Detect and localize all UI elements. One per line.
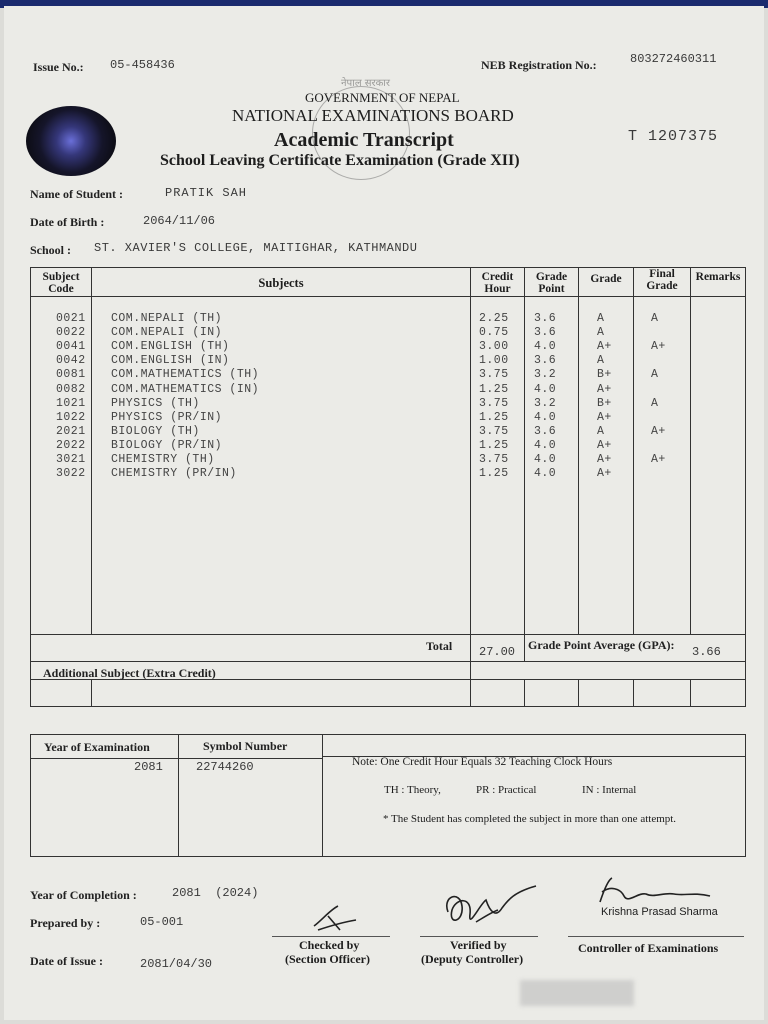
- row-code: 0041: [56, 340, 86, 354]
- row-grade: A+: [597, 453, 612, 466]
- header-credit-hour: Credit Hour: [481, 271, 514, 295]
- row-final-grade: A: [651, 312, 659, 325]
- row-grade-point: 3.2: [534, 396, 557, 410]
- row-final-grade: A+: [651, 340, 666, 354]
- year-of-completion-label: Year of Completion :: [30, 888, 137, 902]
- student-name-label: Name of Student :: [30, 187, 123, 201]
- header-subject-code: Subject Code: [42, 271, 80, 295]
- row-grade-point: 4.0: [534, 410, 557, 424]
- table-row: [0, 397, 768, 411]
- row-subject: COM.MATHEMATICS (IN): [111, 382, 260, 396]
- row-grade-point: 4.0: [534, 453, 557, 466]
- exam-name: School Leaving Certificate Examination (Grade XII): [160, 152, 520, 169]
- row-subject: BIOLOGY (PR/IN): [111, 438, 223, 452]
- row-subject: COM.NEPALI (IN): [111, 326, 223, 340]
- verified-by-role: (Deputy Controller): [421, 952, 524, 966]
- issue-no-value: 05-458436: [110, 58, 175, 72]
- board-name: NATIONAL EXAMINATIONS BOARD: [232, 106, 514, 125]
- row-code: 3022: [56, 467, 86, 481]
- table-row: [0, 467, 768, 481]
- row-grade: A+: [597, 382, 612, 396]
- row-subject: COM.NEPALI (TH): [111, 312, 223, 325]
- legend-internal: IN : Internal: [582, 784, 637, 796]
- row-grade: A: [597, 326, 605, 340]
- table-row: [0, 354, 768, 368]
- redacted-area: [520, 980, 634, 1006]
- dob-value: 2064/11/06: [143, 214, 216, 228]
- table-row: [0, 425, 768, 439]
- row-grade-point: 3.6: [534, 354, 557, 368]
- dob-label: Date of Birth :: [30, 215, 105, 229]
- checked-by-label: Checked by: [299, 938, 360, 952]
- row-grade: A: [597, 424, 605, 438]
- date-of-issue-label: Date of Issue :: [30, 954, 103, 968]
- controller-name: Krishna Prasad Sharma: [601, 906, 718, 918]
- row-code: 0081: [56, 368, 86, 382]
- section-officer-signature: [310, 900, 360, 936]
- row-grade-point: 3.6: [534, 326, 557, 340]
- row-credit: 1.25: [479, 382, 509, 396]
- table-row: [0, 439, 768, 453]
- row-grade-point: 3.2: [534, 368, 557, 382]
- row-credit: 3.00: [479, 340, 509, 354]
- attempt-note: * The Student has completed the subject in more than one attempt.: [383, 813, 677, 825]
- row-credit: 1.25: [479, 438, 509, 452]
- row-final-grade: A: [651, 396, 659, 410]
- neb-registration-label: NEB Registration No.:: [481, 58, 597, 72]
- row-credit: 3.75: [479, 424, 509, 438]
- row-code: 1021: [56, 396, 86, 410]
- row-code: 2021: [56, 424, 86, 438]
- row-grade-point: 4.0: [534, 467, 557, 481]
- neb-registration-value: 803272460311: [630, 52, 717, 66]
- table-row: [0, 312, 768, 326]
- row-grade: A+: [597, 438, 612, 452]
- year-of-exam-label: Year of Examination: [44, 740, 150, 754]
- row-grade: B+: [597, 368, 612, 382]
- header-remarks: Remarks: [695, 271, 741, 283]
- controller-signature: [594, 874, 714, 910]
- hologram-sticker: [26, 106, 116, 176]
- row-subject: PHYSICS (PR/IN): [111, 410, 223, 424]
- prepared-by-label: Prepared by :: [30, 916, 101, 930]
- symbol-number-label: Symbol Number: [203, 739, 288, 753]
- row-subject: COM.MATHEMATICS (TH): [111, 368, 260, 382]
- school-label: School :: [30, 243, 72, 257]
- row-credit: 3.75: [479, 453, 509, 466]
- school-name: ST. XAVIER'S COLLEGE, MAITIGHAR, KATHMANDU: [94, 241, 418, 255]
- year-of-completion: 2081 (2024): [172, 886, 259, 900]
- row-subject: BIOLOGY (TH): [111, 424, 200, 438]
- total-label: Total: [426, 639, 453, 653]
- issue-no-label: Issue No.:: [33, 60, 84, 74]
- table-row: [0, 453, 768, 467]
- row-grade: A: [597, 312, 605, 325]
- total-credit: 27.00: [479, 645, 516, 659]
- legend-practical: PR : Practical: [476, 784, 537, 796]
- row-code: 3021: [56, 453, 86, 466]
- legend-theory: TH : Theory,: [384, 784, 441, 796]
- verified-by-label: Verified by: [450, 938, 507, 952]
- additional-subject-label: Additional Subject (Extra Credit): [43, 666, 216, 680]
- row-final-grade: A+: [651, 453, 666, 466]
- row-credit: 3.75: [479, 396, 509, 410]
- controller-role: Controller of Examinations: [578, 941, 719, 955]
- row-subject: COM.ENGLISH (IN): [111, 354, 230, 368]
- table-row: [0, 368, 768, 382]
- table-row: [0, 340, 768, 354]
- table-row: [0, 383, 768, 397]
- row-subject: PHYSICS (TH): [111, 396, 200, 410]
- row-credit: 0.75: [479, 326, 509, 340]
- year-of-exam: 2081: [134, 760, 163, 774]
- date-of-issue: 2081/04/30: [140, 957, 213, 971]
- row-credit: 2.25: [479, 312, 509, 325]
- row-grade-point: 4.0: [534, 438, 557, 452]
- row-final-grade: A: [651, 368, 659, 382]
- student-name: PRATIK SAH: [165, 186, 248, 200]
- checked-by-role: (Section Officer): [285, 952, 370, 966]
- row-subject: COM.ENGLISH (TH): [111, 340, 230, 354]
- header-grade-point: Grade Point: [535, 271, 568, 295]
- row-code: 0021: [56, 312, 86, 325]
- row-grade-point: 4.0: [534, 382, 557, 396]
- gpa-value: 3.66: [692, 645, 721, 659]
- table-row: [0, 411, 768, 425]
- header-subjects: Subjects: [258, 276, 304, 290]
- document-title: Academic Transcript: [274, 129, 454, 151]
- row-grade-point: 4.0: [534, 340, 557, 354]
- row-grade: A: [597, 354, 605, 368]
- row-grade-point: 3.6: [534, 424, 557, 438]
- deputy-controller-signature: [436, 882, 542, 938]
- row-grade: A+: [597, 410, 612, 424]
- row-credit: 1.00: [479, 354, 509, 368]
- row-grade: A+: [597, 340, 612, 354]
- prepared-by: 05-001: [140, 915, 184, 929]
- table-row: [0, 326, 768, 340]
- credit-note: Note: One Credit Hour Equals 32 Teaching Clock Hours: [352, 756, 613, 768]
- seal-text: नेपाल सरकार: [341, 78, 390, 89]
- row-final-grade: A+: [651, 424, 666, 438]
- serial-number: T 1207375: [628, 128, 719, 145]
- row-code: 0082: [56, 382, 86, 396]
- row-subject: CHEMISTRY (TH): [111, 453, 215, 466]
- row-grade-point: 3.6: [534, 312, 557, 325]
- row-credit: 3.75: [479, 368, 509, 382]
- row-grade: A+: [597, 467, 612, 481]
- header-grade: Grade: [590, 273, 622, 285]
- government-name: GOVERNMENT OF NEPAL: [305, 90, 460, 105]
- row-credit: 1.25: [479, 467, 509, 481]
- symbol-number: 22744260: [196, 760, 254, 774]
- row-grade: B+: [597, 396, 612, 410]
- row-code: 2022: [56, 438, 86, 452]
- row-code: 0022: [56, 326, 86, 340]
- gpa-label: Grade Point Average (GPA):: [528, 638, 675, 652]
- row-code: 1022: [56, 410, 86, 424]
- row-subject: CHEMISTRY (PR/IN): [111, 467, 237, 481]
- row-code: 0042: [56, 354, 86, 368]
- header-final-grade: Final Grade: [646, 268, 678, 292]
- row-credit: 1.25: [479, 410, 509, 424]
